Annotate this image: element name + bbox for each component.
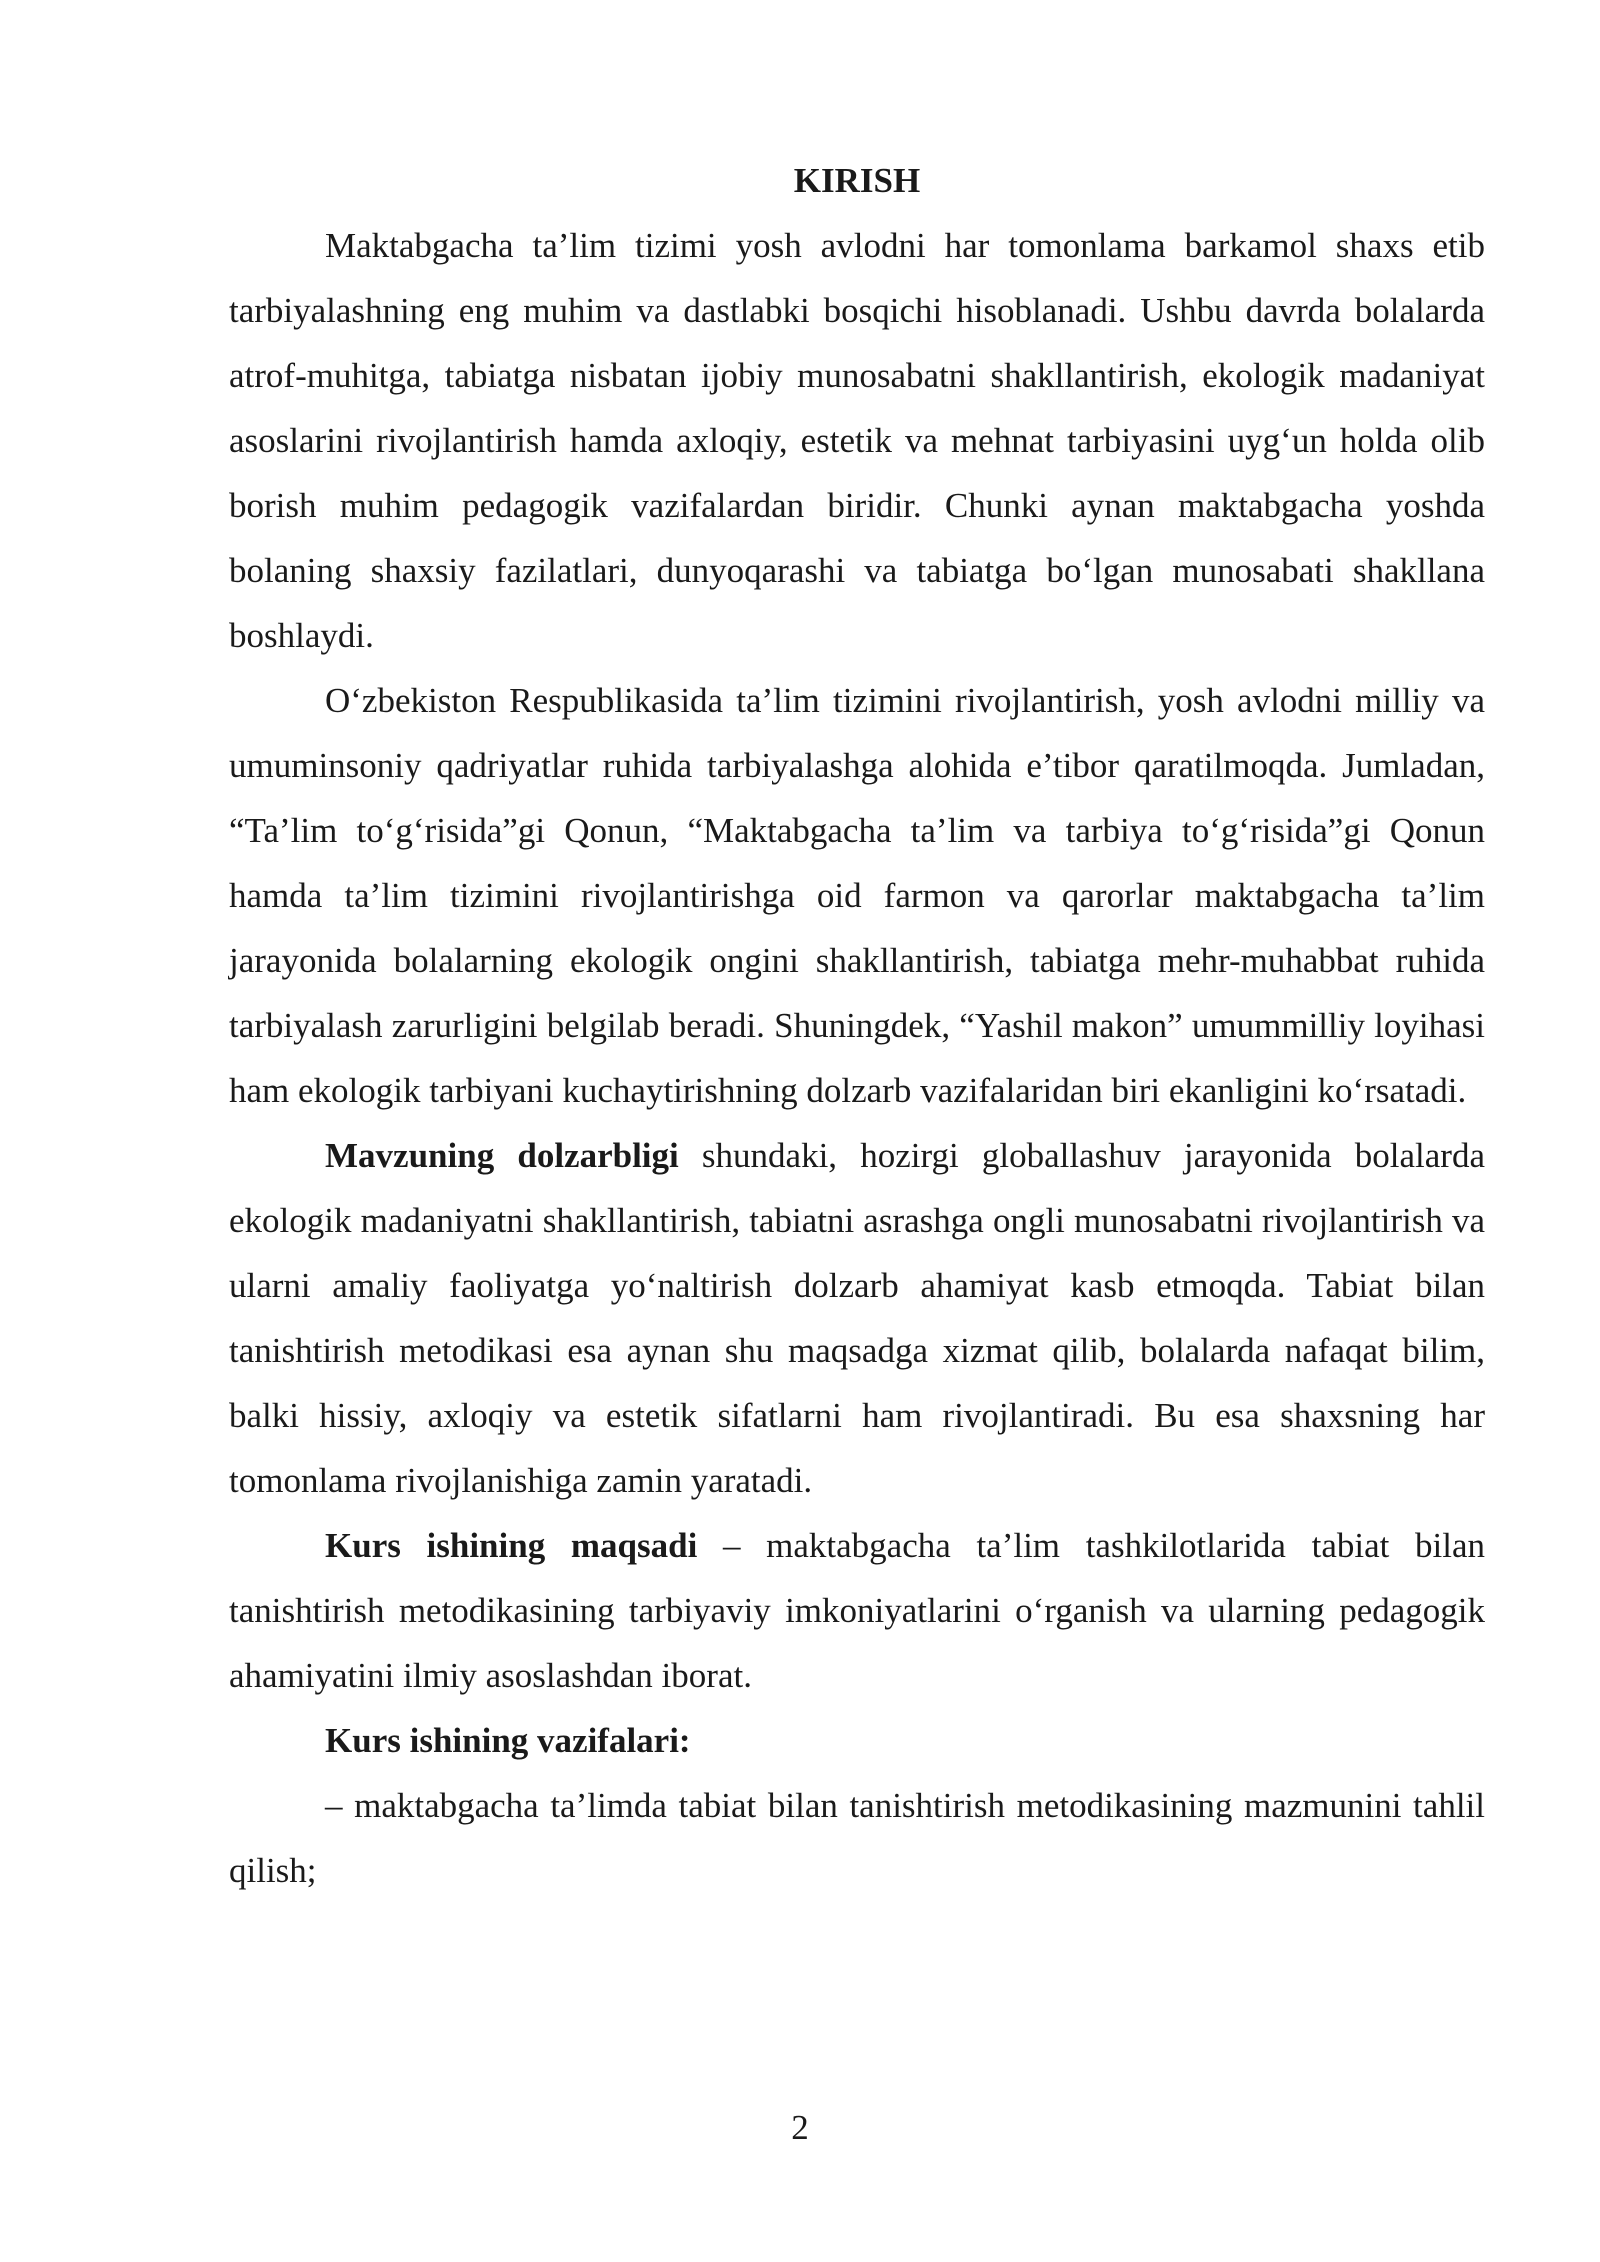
section-heading: KIRISH (793, 161, 921, 200)
paragraph-text: – maktabgacha ta’lim tashkilotlarida tabiat bilan tanishtirish metodikasining tarbiyaviy imkoniyatlarini o‘rganish va ularning pedagogik ahamiyatini ilmiy asoslashdan iborat. (229, 1526, 1485, 1695)
page-number: 2 (791, 2108, 809, 2147)
paragraph-text: O‘zbekiston Respublikasida ta’lim tizimini rivojlantirish, yosh avlodni milliy va umuminsoniy qadriyatlar ruhida tarbiyalashga alohida e’tibor qaratilmoqda. Jumladan, “Ta’lim to‘g‘risida”gi Qonun, “Maktabgacha ta’lim va tarbiya to‘g‘risida”gi Qonun hamda ta’lim tizimini rivojlantirishga oid farmon va qarorlar maktabgacha ta’lim jarayonida bolalarning ekologik ongini shakllantirish, tabiatga mehr-muhabbat ruhida tarbiyalash zarurligini belgilab beradi. Shuningdek, “Yashil makon” umummilliy loyihasi ham ekologik tarbiyani kuchaytirishning dolzarb vazifalaridan biri ekanligini ko‘rsatadi. (229, 681, 1485, 1110)
paragraph-goal (229, 1513, 1485, 1708)
paragraph-tasks-heading (229, 1708, 1485, 1773)
paragraph-text: – maktabgacha ta’limda tabiat bilan tanishtirish metodikasining mazmunini tahlil qilish; (229, 1786, 1485, 1890)
paragraph-intro (229, 213, 1485, 668)
paragraph-task-item (229, 1773, 1485, 1903)
paragraph-text: Maktabgacha ta’lim tizimi yosh avlodni har tomonlama barkamol shaxs etib tarbiyalashning eng muhim va dastlabki bosqichi hisoblanadi. Ushbu davrda bolalarda atrof-muhitga, tabiatga nisbatan ijobiy munosabatni shakllantirish, ekologik madaniyat asoslarini rivojlantirish hamda axloqiy, estetik va mehnat tarbiyasini uyg‘un holda olib borish muhim pedagogik vazifalardan biridir. Chunki aynan maktabgacha yoshda bolaning shaxsiy fazilatlari, dunyoqarashi va tabiatga bo‘lgan munosabati shakllana boshlaydi. (229, 226, 1485, 655)
paragraph-lead: Mavzuning dolzarbligi (325, 1136, 679, 1175)
paragraph-lead: Kurs ishining maqsadi (325, 1526, 698, 1565)
paragraph-text: shundaki, hozirgi globallashuv jarayonida bolalarda ekologik madaniyatni shakllantirish, tabiatni asrashga ongli munosabatni rivojlantirish va ularni amaliy faoliyatga yo‘naltirish dolzarb ahamiyat kasb etmoqda. Tabiat bilan tanishtirish metodikasi esa aynan shu maqsadga xizmat qilib, bolalarda nafaqat bilim, balki hissiy, axloqiy va estetik sifatlarni ham rivojlantiradi. Bu esa shaxsning har tomonlama rivojlanishiga zamin yaratadi. (229, 1136, 1485, 1500)
page-body (229, 148, 1485, 1903)
paragraph-lead: Kurs ishining vazifalari: (325, 1721, 691, 1760)
paragraph-relevance (229, 1123, 1485, 1513)
paragraph-legislation (229, 668, 1485, 1123)
